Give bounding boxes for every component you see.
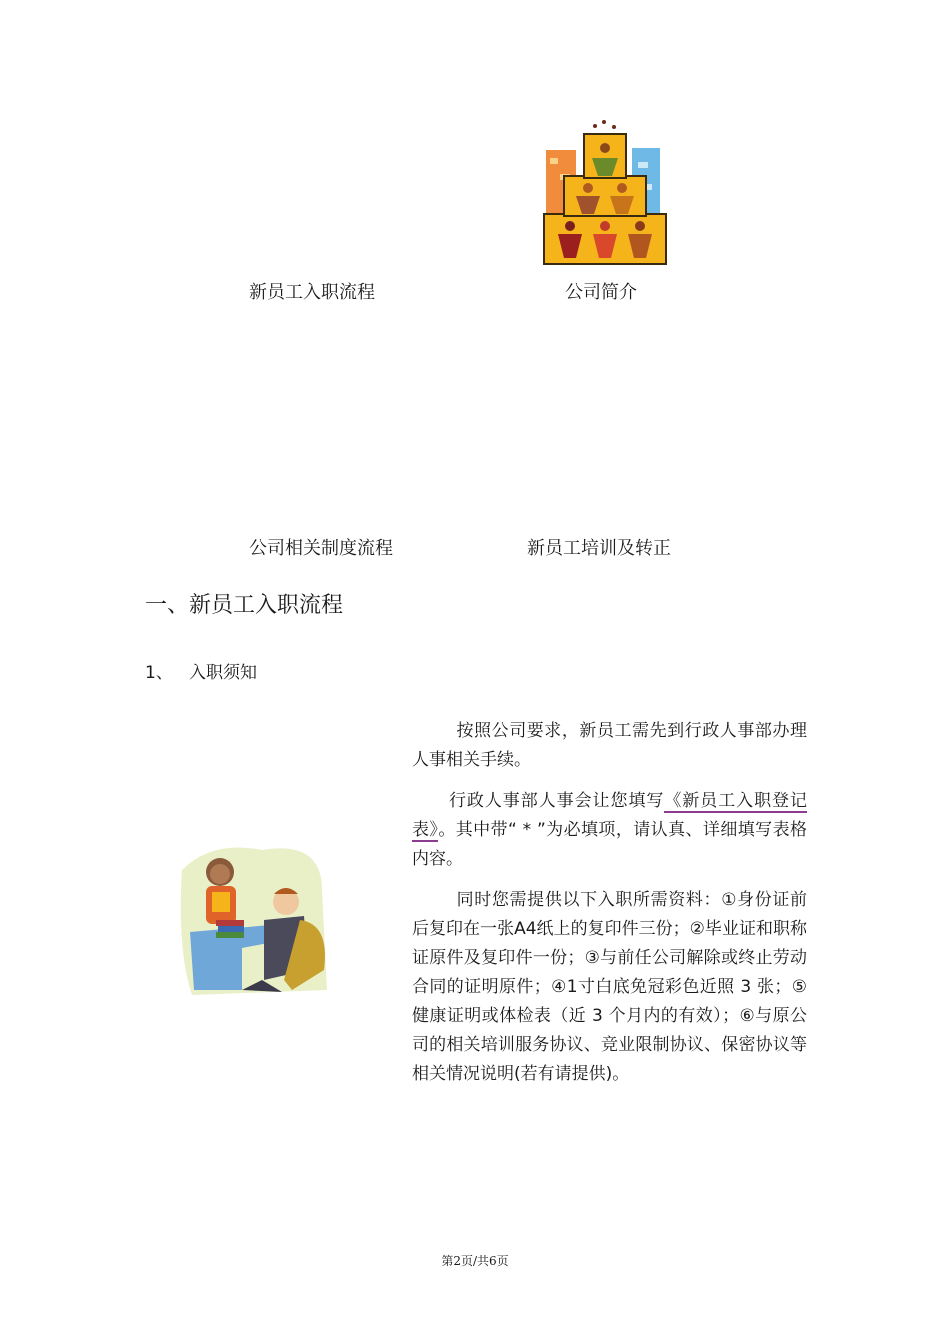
paragraph-required-documents: 同时您需提供以下入职所需资料：①身份证前后复印在一张A4纸上的复印件三份；②毕业证和职称证原件及复印件一份；③与前任公司解除或终止劳动合同的证明原件；④1寸白底免冠彩色近照 3 张；⑤健康证明或体检表（近 3 个月内的有效）；⑥与原公司的相关培训服务协议、竞业限制协议、保密协议等相关情况说明(若有请提供)。 [412,890,807,1084]
subsection-heading [145,658,257,683]
nav-new-employee-onboarding[interactable]: 新员工入职流程 [249,282,375,303]
paragraph-registration-form: 行政人事部人事会让您填写《新员工入职登记表》。其中带“ * ”为必填项，请认真、详细填写表格内容。 [412,791,808,869]
subsection-title: 入职须知 [189,663,257,683]
team-pyramid-clipart-icon [540,118,670,268]
onboarding-instructions [412,717,807,1101]
registration-form-link[interactable]: 《新员工入职登记表》 [412,791,808,840]
nav-company-policies[interactable]: 公司相关制度流程 [249,538,393,559]
nav-training-regularization[interactable]: 新员工培训及转正 [527,538,671,559]
paragraph-procedure: 按照公司要求，新员工需先到行政人事部办理人事相关手续。 [412,721,807,770]
page-number: 第2页/共6页 [441,1254,509,1268]
section-heading: 一、新员工入职流程 [145,593,344,618]
nav-company-intro[interactable]: 公司简介 [565,282,637,303]
subsection-number: 1、 [145,663,173,683]
interview-clipart-icon [172,840,332,1000]
